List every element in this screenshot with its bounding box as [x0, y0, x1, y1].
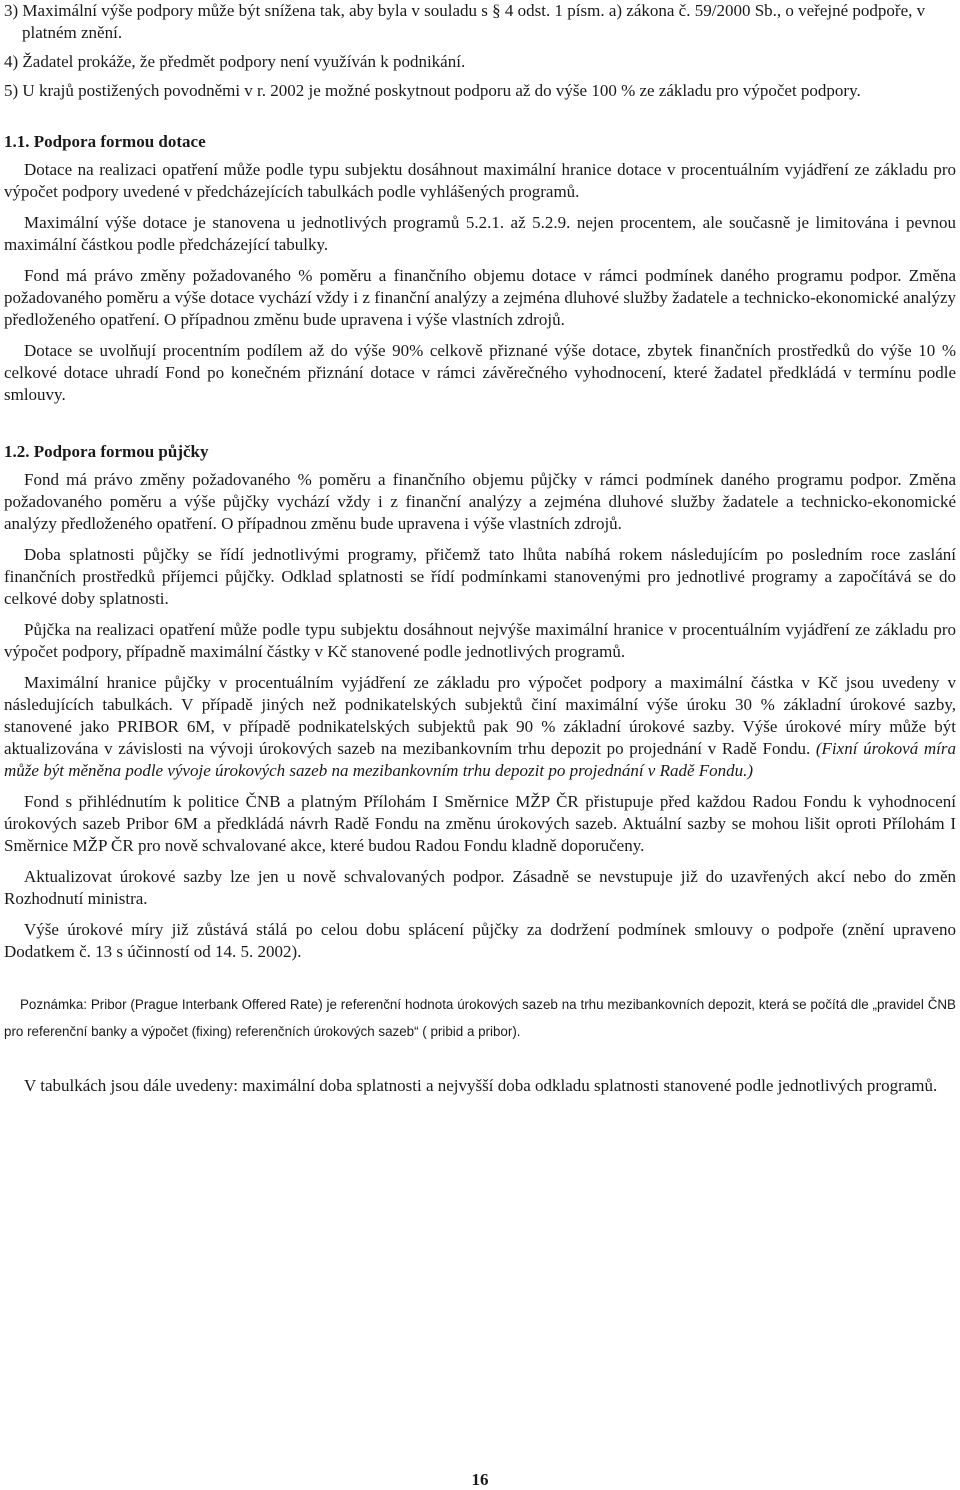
pribor-note: Poznámka: Pribor (Prague Interbank Offered Rate) je referenční hodnota úrokových sazeb na trhu mezibankovních depozit, která se počítá dle „pravidel ČNB pro referenční banky a výpočet (fixing) referenčních úrokových sazeb“ ( pribid a pribor). [4, 997, 956, 1039]
section-heading-dotace: 1.1. Podpora formou dotace [4, 132, 206, 151]
list-item-5: 5) U krajů postižených povodněmi v r. 2002 je možné poskytnout podporu až do výše 100 % ze základu pro výpočet podpory. [4, 81, 861, 100]
pujcka-rate-text: Maximální hranice půjčky v procentuálním vyjádření ze základu pro výpočet podpory a maximální částka v Kč jsou uvedeny v následujících tabulkách. V případě jiných než podnikatelských subjektů činí maximální výše úroku 30 % základní úrokové sazby, stanovené jako PRIBOR 6M, v případě podnikatelských subjektů pak 90 % základní úrokové sazby. Výše úrokové míry může být aktualizována v závislosti na vývoji úrokových sazeb na mezibankovním trhu depozit po projednání v Radě Fondu. [4, 673, 956, 758]
closing-paragraph: V tabulkách jsou dále uvedeny: maximální doba splatnosti a nejvyšší doba odkladu splatnosti stanovené podle jednotlivých programů. [24, 1076, 938, 1095]
document-page [4, 0, 956, 1106]
dotace-paragraph-4: Dotace se uvolňují procentním podílem až do výše 90% celkově přiznané výše dotace, zbytek finančních prostředků do výše 10 % celkové dotace uhradí Fond po konečném přiznání dotace v rámci závěrečného vyhodnocení, které žadatel předkládá v termínu podle smlouvy. [4, 341, 956, 404]
pujcka-paragraph-cnb: Fond s přihlédnutím k politice ČNB a platným Přílohám I Směrnice MŽP ČR přistupuje před každou Radou Fondu k vyhodnocení úrokových sazeb Pribor 6M a předkládá návrh Radě Fondu na změnu úrokových sazeb. Aktuální sazby se mohou lišit oproti Přílohám I Směrnice MŽP ČR pro nově schvalované akce, které budou Radou Fondu kladně doporučeny. [4, 792, 956, 855]
section-heading-pujcky: 1.2. Podpora formou půjčky [4, 442, 209, 461]
page-number: 16 [471, 1470, 489, 1489]
pujcka-paragraph-3: Půjčka na realizaci opatření může podle typu subjektu dosáhnout nejvýše maximální hranice v procentuálním vyjádření ze základu pro výpočet podpory, případně maximální částky v Kč stanovené podle jednotlivých programů. [4, 620, 956, 661]
pujcka-paragraph-actualize: Aktualizovat úrokové sazby lze jen u nově schvalovaných podpor. Zásadně se nevstupuje již do uzavřených akcí nebo do změn Rozhodnutí ministra. [4, 867, 956, 908]
pujcka-rate-italic-note: (Fixní úroková míra může být měněna podle vývoje úrokových sazeb na mezibankovním trhu depozit po projednání v Radě Fondu.) [4, 739, 956, 780]
pujcka-rate-paragraph [4, 672, 956, 782]
list-item-4: 4) Žadatel prokáže, že předmět podpory není využíván k podnikání. [4, 52, 466, 71]
pujcka-paragraph-2: Doba splatnosti půjčky se řídí jednotlivými programy, přičemž tato lhůta nabíhá rokem následujícím po posledním roce zaslání finančních prostředků příjemci půjčky. Odklad splatnosti se řídí podmínkami stanovenými pro jednotlivé programy a započítává se do celkové doby splatnosti. [4, 545, 956, 608]
dotace-paragraph-3: Fond má právo změny požadovaného % poměru a finančního objemu dotace v rámci podmínek daného programu podpor. Změna požadovaného poměru a výše dotace vychází vždy i z finanční analýzy a zejména dluhové služby žadatele a technicko-ekonomické analýzy předloženého opatření. O případnou změnu bude upravena i výše vlastních zdrojů. [4, 266, 956, 329]
pujcka-paragraph-fixed-rate: Výše úrokové míry již zůstává stálá po celou dobu splácení půjčky za dodržení podmínek smlouvy o podpoře (znění upraveno Dodatkem č. 13 s účinností od 14. 5. 2002). [4, 920, 956, 961]
list-item-3: 3) Maximální výše podpory může být snížena tak, aby byla v souladu s § 4 odst. 1 písm. a) zákona č. 59/2000 Sb., o veřejné podpoře, v platném znění. [4, 1, 926, 42]
dotace-paragraph-2: Maximální výše dotace je stanovena u jednotlivých programů 5.2.1. až 5.2.9. nejen procentem, ale současně je limitována i pevnou maximální částkou podle předcházející tabulky. [4, 213, 956, 254]
pujcka-paragraph-1: Fond má právo změny požadovaného % poměru a finančního objemu půjčky v rámci podmínek daného programu podpor. Změna požadovaného poměru a výše půjčky vychází vždy i z finanční analýzy a zejména dluhové služby žadatele a technicko-ekonomické analýzy předloženého opatření. O případnou změnu bude upravena i výše vlastních zdrojů. [4, 470, 956, 533]
dotace-paragraph-1: Dotace na realizaci opatření může podle typu subjektu dosáhnout maximální hranice dotace v procentuálním vyjádření ze základu pro výpočet podpory uvedené v předcházejících tabulkách podle vyhlášených programů. [4, 160, 956, 201]
